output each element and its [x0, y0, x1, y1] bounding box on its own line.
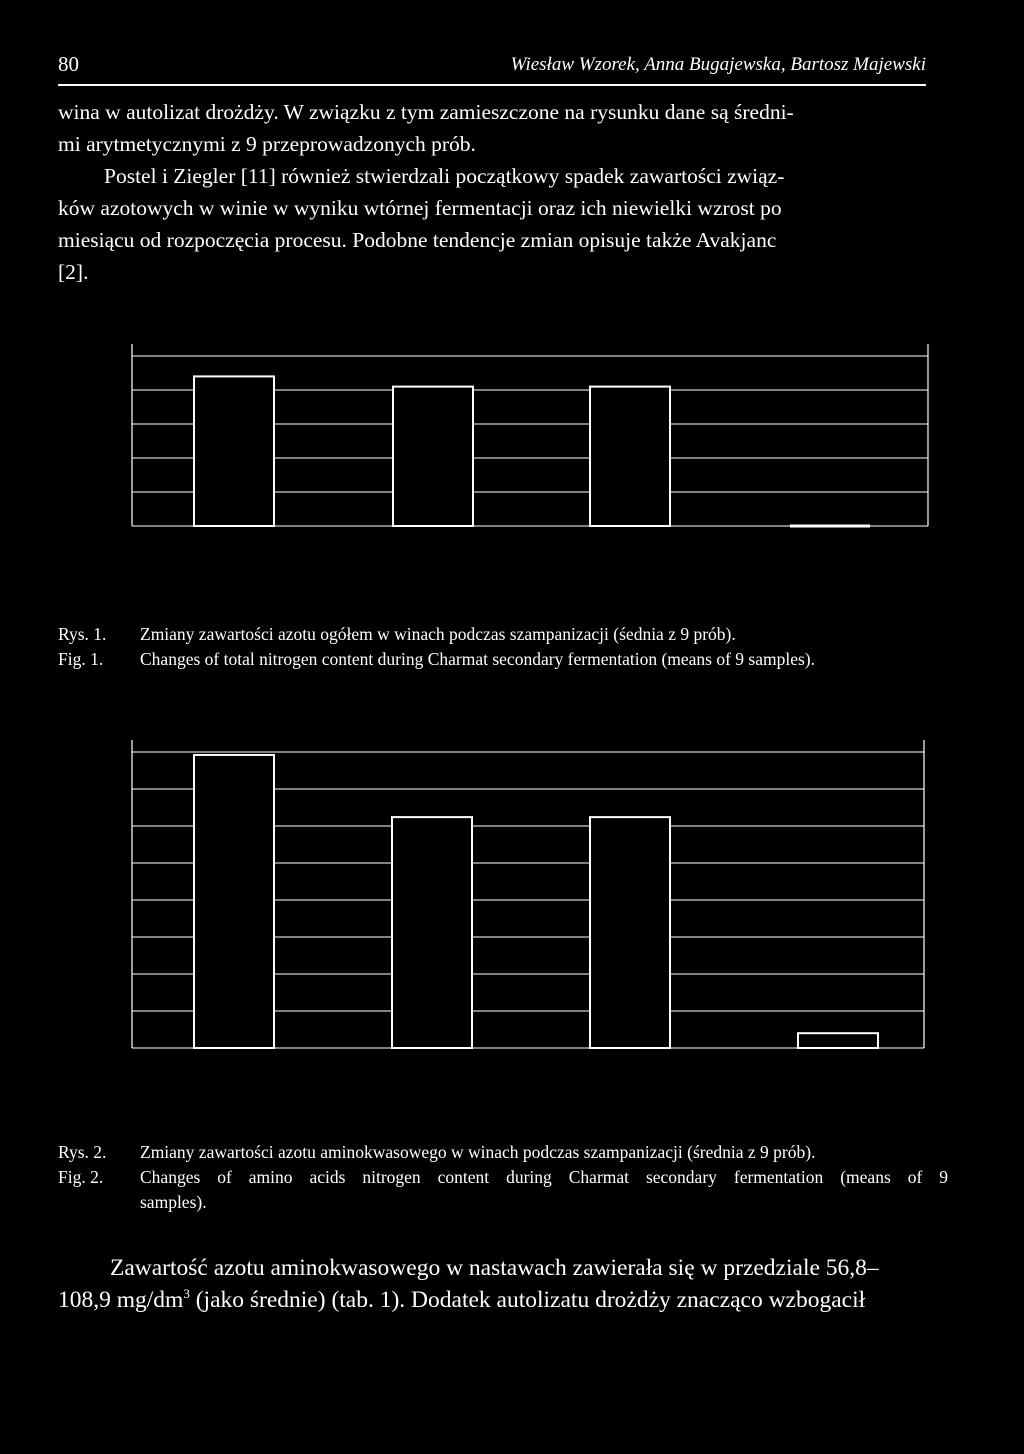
- running-header-authors: Wiesław Wzorek, Anna Bugajewska, Bartosz Majewski: [510, 54, 926, 75]
- bar: [798, 1033, 878, 1048]
- text-line: [58, 1284, 948, 1316]
- text-run: 108,9 mg/dm: [58, 1287, 184, 1313]
- figure-1-caption: [58, 622, 948, 672]
- figure-2-caption: [58, 1140, 948, 1215]
- text-run: (jako średnie) (tab. 1). Dodatek autolizatu drożdży znacząco wzbogacił: [189, 1287, 866, 1313]
- figure-2-caption-pl: Zmiany zawartości azotu aminokwasowego w winach podczas szampanizacji (średnia z 9 prób).: [140, 1142, 816, 1162]
- figure-2-caption-en-cont: samples).: [140, 1192, 207, 1212]
- text-line: mi arytmetycznymi z 9 przeprowadzonych prób.: [58, 132, 476, 156]
- paragraph-1: [58, 96, 944, 160]
- intro-text: [58, 96, 944, 288]
- closing-paragraph: [58, 1252, 948, 1316]
- text-line: Zawartość azotu aminokwasowego w nastawach zawierała się w przedziale 56,8–: [110, 1255, 879, 1281]
- figure-1-caption-pl: Zmiany zawartości azotu ogółem w winach podczas szampanizacji (śednia z 9 prób).: [140, 624, 736, 644]
- text-line: miesiącu od rozpoczęcia procesu. Podobne tendencje zmian opisuje także Avakjanc: [58, 228, 777, 252]
- figure-1-chart: [130, 318, 932, 540]
- bar: [194, 755, 274, 1048]
- text-line: [2].: [58, 260, 89, 284]
- bar: [590, 817, 670, 1048]
- figure-1-label-en: Fig. 1.: [58, 649, 104, 669]
- text-line: Postel i Ziegler [11] również stwierdzali początkowy spadek zawartości związ-: [104, 164, 785, 188]
- text-line: ków azotowych w winie w wyniku wtórnej fermentacji oraz ich niewielki wzrost po: [58, 196, 782, 220]
- bar: [590, 387, 670, 526]
- page-number: 80: [58, 52, 79, 76]
- superscript: 3: [183, 1286, 190, 1301]
- figure-2-label-pl: Rys. 2.: [58, 1142, 107, 1162]
- figure-2-label-en: Fig. 2.: [58, 1167, 104, 1187]
- running-header: [58, 52, 926, 86]
- figure-1-caption-en: Changes of total nitrogen content during Charmat secondary fermentation (means of 9 samples).: [140, 649, 816, 669]
- figure-2-caption-en: Changes of amino acids nitrogen content during Charmat secondary fermentation (means of 9: [140, 1167, 948, 1187]
- text-line: wina w autolizat drożdży. W związku z tym zamieszczone na rysunku dane są średni-: [58, 100, 794, 124]
- bar: [392, 817, 472, 1048]
- bar: [393, 387, 473, 526]
- figure-2-chart: [130, 740, 932, 1058]
- figure-1-label-pl: Rys. 1.: [58, 624, 107, 644]
- bar: [194, 376, 274, 526]
- paragraph-2: [58, 160, 944, 288]
